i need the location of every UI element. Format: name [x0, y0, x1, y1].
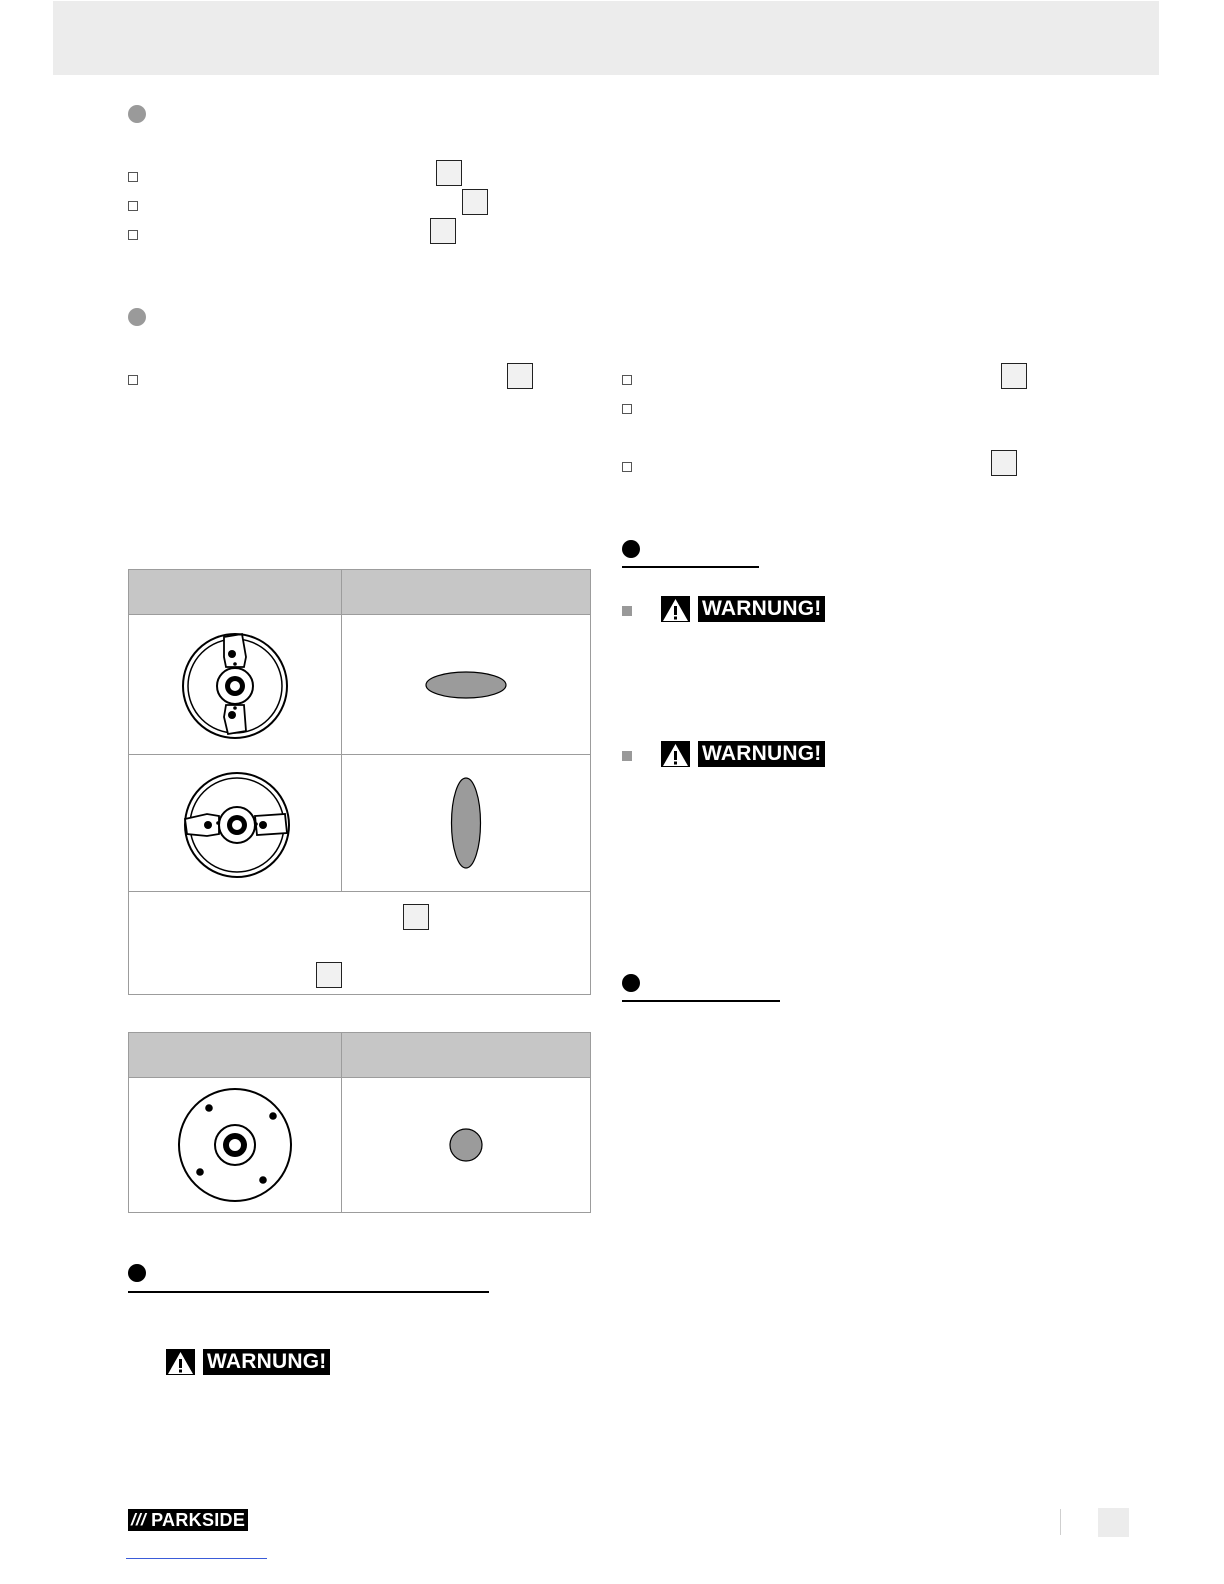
reference-box	[991, 450, 1017, 476]
table-header-cell	[341, 570, 590, 615]
section-bullet	[622, 540, 640, 558]
list-checkbox	[128, 230, 138, 240]
reference-box	[507, 363, 533, 389]
warning-label: WARNUNG!	[203, 1349, 330, 1375]
reference-box	[430, 218, 456, 244]
table-cell-eccentric-vertical	[129, 615, 342, 755]
table-header-cell	[341, 1033, 590, 1078]
reference-box	[316, 962, 342, 988]
logo-slashes: ///	[131, 1510, 147, 1529]
warning-label: WARNUNG!	[698, 741, 825, 767]
table-note-cell	[129, 892, 591, 995]
table-cell-dot-pattern	[341, 1078, 590, 1213]
round-sanding-pad-icon	[176, 1086, 294, 1204]
list-checkbox	[128, 201, 138, 211]
sanding-pattern-table	[128, 569, 591, 995]
reference-box	[1001, 363, 1027, 389]
section-underline	[622, 1000, 780, 1002]
vertical-ellipse-pattern-icon	[448, 775, 484, 871]
warning-badge	[661, 741, 825, 767]
list-checkbox	[128, 172, 138, 182]
footer-link-line	[126, 1558, 267, 1559]
reference-box	[462, 189, 488, 215]
list-checkbox	[622, 462, 632, 472]
warning-label: WARNUNG!	[698, 596, 825, 622]
list-square-bullet	[622, 751, 632, 761]
logo-text: PARKSIDE	[151, 1509, 246, 1530]
section-underline	[128, 1291, 489, 1293]
table-header-cell	[129, 1033, 342, 1078]
warning-triangle-icon	[166, 1349, 195, 1375]
list-checkbox	[622, 375, 632, 385]
warning-triangle-icon	[661, 596, 690, 622]
table-header-cell	[129, 570, 342, 615]
warning-badge	[661, 596, 825, 622]
reference-box	[403, 904, 429, 930]
section-bullet	[128, 1264, 146, 1282]
list-checkbox	[128, 375, 138, 385]
table-cell-eccentric-horizontal	[129, 755, 342, 892]
list-square-bullet	[622, 606, 632, 616]
table-cell-vertical-pattern	[341, 755, 590, 892]
section-bullet	[128, 105, 146, 123]
page-number-box	[1098, 1508, 1129, 1537]
warning-triangle-icon	[661, 741, 690, 767]
sanding-pad-eccentric-horizontal-icon	[177, 767, 293, 879]
list-checkbox	[622, 404, 632, 414]
reference-box	[436, 160, 462, 186]
table-cell-round-pad	[129, 1078, 342, 1213]
horizontal-ellipse-pattern-icon	[421, 668, 511, 702]
section-bullet	[128, 308, 146, 326]
table-cell-horizontal-pattern	[341, 615, 590, 755]
rotary-pattern-table	[128, 1032, 591, 1213]
section-underline	[622, 566, 759, 568]
warning-badge	[166, 1349, 330, 1375]
header-bar	[53, 1, 1159, 75]
sanding-pad-eccentric-vertical-icon	[180, 627, 290, 742]
circle-dot-pattern-icon	[447, 1126, 485, 1164]
footer-divider	[1060, 1509, 1061, 1535]
section-bullet	[622, 974, 640, 992]
parkside-logo	[128, 1509, 248, 1531]
